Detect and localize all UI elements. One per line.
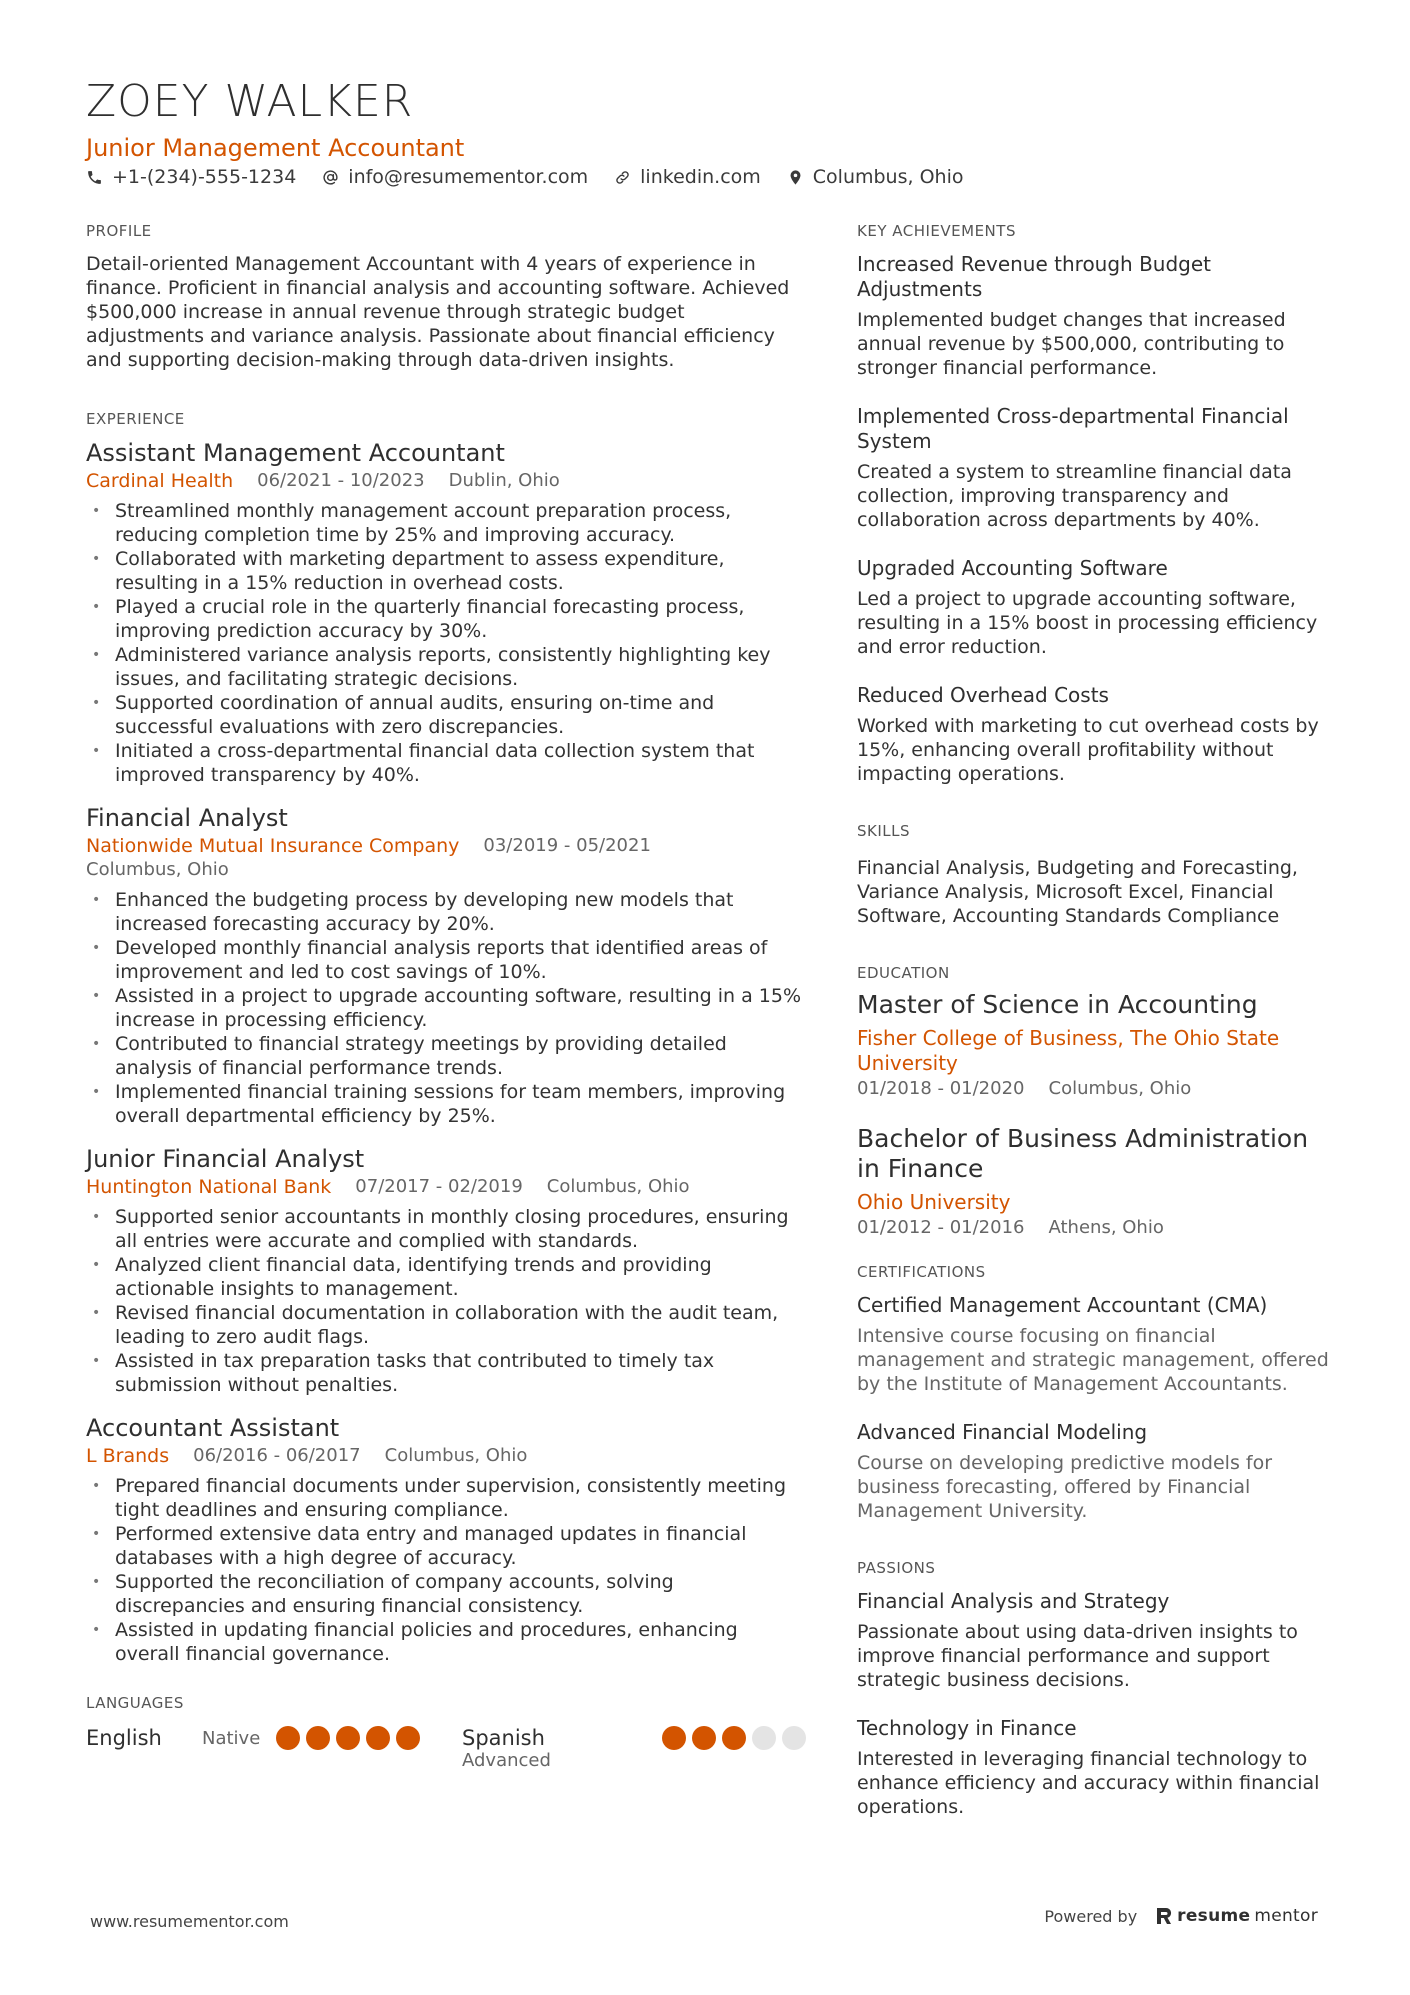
education-location: Athens, Ohio (1048, 1217, 1164, 1238)
rating-dot (722, 1726, 746, 1750)
language-name: English (86, 1726, 162, 1750)
job-meta (86, 834, 806, 858)
passion-title: Financial Analysis and Strategy (857, 1589, 1170, 1613)
certification-title: Certified Management Accountant (CMA) (857, 1293, 1268, 1317)
bullet-item: • Supported senior accountants in monthly closing procedures, ensuring all entries were accurate and complied with standards. (86, 1205, 806, 1253)
certification-title: Advanced Financial Modeling (857, 1420, 1148, 1444)
education-meta (857, 1076, 1337, 1102)
skills-heading: SKILLS (857, 822, 911, 840)
contact-phone[interactable] (86, 166, 296, 188)
email-text: info@resumementor.com (348, 166, 589, 188)
certification-desc: Intensive course focusing on financial management and strategic management, offered by the Institute of Management Accountants. (857, 1325, 1329, 1395)
achievements-section (857, 222, 1337, 786)
company-name: L Brands (86, 1445, 170, 1467)
achievement-title: Upgraded Accounting Software (857, 556, 1168, 580)
certifications-heading: CERTIFICATIONS (857, 1263, 986, 1281)
company-name: Nationwide Mutual Insurance Company (86, 835, 460, 857)
bullet-item: • Assisted in a project to upgrade accounting software, resulting in a 15% increase in processing efficiency. (86, 984, 806, 1032)
bullet-item: • Assisted in tax preparation tasks that contributed to timely tax submission without penalties. (86, 1349, 806, 1397)
certification-item (857, 1420, 1337, 1523)
profile-section (86, 222, 806, 372)
job-role: Financial Analyst (86, 804, 288, 832)
language-text-block (462, 1726, 551, 1771)
rating-dot (306, 1726, 330, 1750)
bullet-item: • Streamlined monthly management account preparation process, reducing completion time by 25% and improving accuracy. (86, 499, 806, 547)
bullet-item: • Performed extensive data entry and managed updates in financial databases with a high degree of accuracy. (86, 1522, 806, 1570)
bullet-item: • Enhanced the budgeting process by developing new models that increased forecasting accuracy by 20%. (86, 888, 806, 936)
experience-section (86, 410, 806, 1666)
footer-website[interactable]: www.resumementor.com (90, 1912, 289, 1931)
at-icon (322, 169, 339, 186)
certification-desc: Course on developing predictive models for business forecasting, offered by Financial Management University. (857, 1452, 1273, 1522)
rating-dot (692, 1726, 716, 1750)
language-level: Advanced (462, 1750, 551, 1771)
powered-by-label: Powered by (1044, 1906, 1138, 1926)
bullet-item: • Played a crucial role in the quarterly financial forecasting process, improving prediction accuracy by 30%. (86, 595, 806, 643)
job-meta (86, 1444, 806, 1468)
experience-heading: EXPERIENCE (86, 410, 185, 428)
achievement-item (857, 404, 1337, 532)
job-bullets (86, 888, 806, 1128)
bullet-item: • Implemented financial training sessions for team members, improving overall departmental efficiency by 25%. (86, 1080, 806, 1128)
experience-item (86, 1413, 806, 1666)
contact-link[interactable] (614, 166, 761, 188)
job-location: Columbus, Ohio (546, 1176, 690, 1197)
brand-light: mentor (1254, 1906, 1318, 1926)
education-dates: 01/2012 - 01/2016 (857, 1217, 1025, 1238)
passions-section (857, 1559, 1337, 1819)
language-rating (662, 1726, 806, 1750)
bullet-item: • Contributed to financial strategy meetings by providing detailed analysis of financial performance trends. (86, 1032, 806, 1080)
skills-section (857, 822, 1337, 928)
contact-location (787, 166, 964, 188)
achievement-desc: Led a project to upgrade accounting software, resulting in a 15% boost in processing efficiency and error reduction. (857, 588, 1318, 658)
education-dates: 01/2018 - 01/2020 (857, 1078, 1025, 1099)
job-role: Accountant Assistant (86, 1414, 340, 1442)
rating-dot (752, 1726, 776, 1750)
company-name: Huntington National Bank (86, 1176, 332, 1198)
left-column (86, 222, 806, 1771)
job-dates: 06/2016 - 06/2017 (193, 1445, 361, 1466)
achievements-heading: KEY ACHIEVEMENTS (857, 222, 1016, 240)
language-english (86, 1726, 462, 1750)
language-spanish (462, 1726, 806, 1771)
degree-title: Bachelor of Business Administration in Finance (857, 1124, 1309, 1183)
certification-item (857, 1293, 1337, 1396)
job-role: Assistant Management Accountant (86, 439, 505, 467)
job-role: Junior Financial Analyst (86, 1145, 365, 1173)
location-pin-icon (787, 169, 804, 186)
job-location: Dublin, Ohio (448, 470, 560, 491)
experience-item (86, 803, 806, 1128)
brand-logo[interactable] (1155, 1906, 1318, 1926)
education-location: Columbus, Ohio (1048, 1078, 1192, 1099)
languages-heading: LANGUAGES (86, 1694, 184, 1712)
job-bullets (86, 1205, 806, 1397)
right-column (857, 222, 1337, 1843)
experience-item (86, 1144, 806, 1397)
bullet-item: • Prepared financial documents under supervision, consistently meeting tight deadlines and ensuring compliance. (86, 1474, 806, 1522)
company-name: Cardinal Health (86, 470, 234, 492)
achievement-item (857, 556, 1337, 659)
job-location: Columbus, Ohio (86, 859, 229, 880)
passions-heading: PASSIONS (857, 1559, 936, 1577)
phone-text: +1-(234)-555-1234 (112, 166, 297, 188)
achievement-title: Increased Revenue through Budget Adjustments (857, 252, 1212, 301)
passion-desc: Passionate about using data-driven insights to improve financial performance and support strategic business decisions. (857, 1621, 1298, 1691)
language-rating (276, 1726, 420, 1750)
job-meta (86, 469, 806, 493)
achievement-item (857, 683, 1337, 786)
footer-brand (1044, 1906, 1318, 1926)
education-section (857, 964, 1337, 1241)
education-meta (857, 1215, 1337, 1241)
language-name: Spanish (462, 1726, 545, 1750)
job-dates: 07/2017 - 02/2019 (355, 1176, 523, 1197)
bullet-item: • Supported the reconciliation of company accounts, solving discrepancies and ensuring financial consistency. (86, 1570, 806, 1618)
education-item (857, 1124, 1337, 1241)
achievement-title: Implemented Cross-departmental Financial System (857, 404, 1289, 453)
achievement-desc: Implemented budget changes that increased annual revenue by $500,000, contributing to stronger financial performance. (857, 309, 1286, 379)
location-text: Columbus, Ohio (812, 166, 964, 188)
languages-row (86, 1726, 806, 1771)
profile-text: Detail-oriented Management Accountant with 4 years of experience in finance. Proficient in financial analysis and accounting software. Achieved $500,000 increase in annual revenue through strategic budget adjustments and variance analysis. Passionate about financial efficiency and supporting decision-making through data-driven insights. (86, 253, 790, 371)
phone-icon (86, 169, 103, 186)
rating-dot (276, 1726, 300, 1750)
rating-dot (366, 1726, 390, 1750)
job-bullets (86, 499, 806, 787)
achievement-desc: Worked with marketing to cut overhead costs by 15%, enhancing overall profitability without impacting operations. (857, 715, 1319, 785)
job-dates: 06/2021 - 10/2023 (257, 470, 425, 491)
achievement-item (857, 252, 1337, 380)
brand-bold: resume (1177, 1906, 1251, 1926)
passion-title: Technology in Finance (857, 1716, 1077, 1740)
resumementor-logo-icon (1155, 1906, 1173, 1926)
school-name: Fisher College of Business, The Ohio State University (857, 1026, 1280, 1075)
passion-desc: Interested in leveraging financial technology to enhance efficiency and accuracy within financial operations. (857, 1748, 1320, 1818)
experience-item (86, 438, 806, 787)
candidate-name: ZOEY WALKER (86, 76, 414, 127)
bullet-item: • Analyzed client financial data, identifying trends and providing actionable insights to management. (86, 1253, 806, 1301)
rating-dot (782, 1726, 806, 1750)
profile-heading: PROFILE (86, 222, 152, 240)
bullet-item: • Collaborated with marketing department to assess expenditure, resulting in a 15% reduction in overhead costs. (86, 547, 806, 595)
achievement-desc: Created a system to streamline financial data collection, improving transparency and collaboration across departments by 40%. (857, 461, 1292, 531)
job-location: Columbus, Ohio (384, 1445, 528, 1466)
bullet-item: • Initiated a cross-departmental financial data collection system that improved transparency by 40%. (86, 739, 806, 787)
language-level: Native (202, 1728, 261, 1749)
skills-text: Financial Analysis, Budgeting and Forecasting, Variance Analysis, Microsoft Excel, Financial Software, Accounting Standards Compliance (857, 857, 1298, 927)
job-title: Junior Management Accountant (86, 134, 465, 162)
rating-dot (662, 1726, 686, 1750)
degree-title: Master of Science in Accounting (857, 990, 1258, 1019)
contact-email[interactable] (322, 166, 588, 188)
contact-bar (86, 166, 963, 188)
languages-section (86, 1694, 806, 1771)
bullet-item: • Supported coordination of annual audits, ensuring on-time and successful evaluations with zero discrepancies. (86, 691, 806, 739)
bullet-item: • Administered variance analysis reports, consistently highlighting key issues, and facilitating strategic decisions. (86, 643, 806, 691)
bullet-item: • Developed monthly financial analysis reports that identified areas of improvement and led to cost savings of 10%. (86, 936, 806, 984)
bullet-item: • Assisted in updating financial policies and procedures, enhancing overall financial governance. (86, 1618, 806, 1666)
passion-item (857, 1716, 1337, 1819)
passion-item (857, 1589, 1337, 1692)
achievement-title: Reduced Overhead Costs (857, 683, 1109, 707)
job-meta (86, 1175, 806, 1199)
rating-dot (336, 1726, 360, 1750)
school-name: Ohio University (857, 1190, 1011, 1214)
link-icon (614, 169, 631, 186)
link-text: linkedin.com (640, 166, 761, 188)
education-heading: EDUCATION (857, 964, 950, 982)
education-item (857, 990, 1337, 1102)
certifications-section (857, 1263, 1337, 1523)
job-dates: 03/2019 - 05/2021 (483, 835, 651, 856)
bullet-item: • Revised financial documentation in collaboration with the audit team, leading to zero audit flags. (86, 1301, 806, 1349)
job-bullets (86, 1474, 806, 1666)
rating-dot (396, 1726, 420, 1750)
